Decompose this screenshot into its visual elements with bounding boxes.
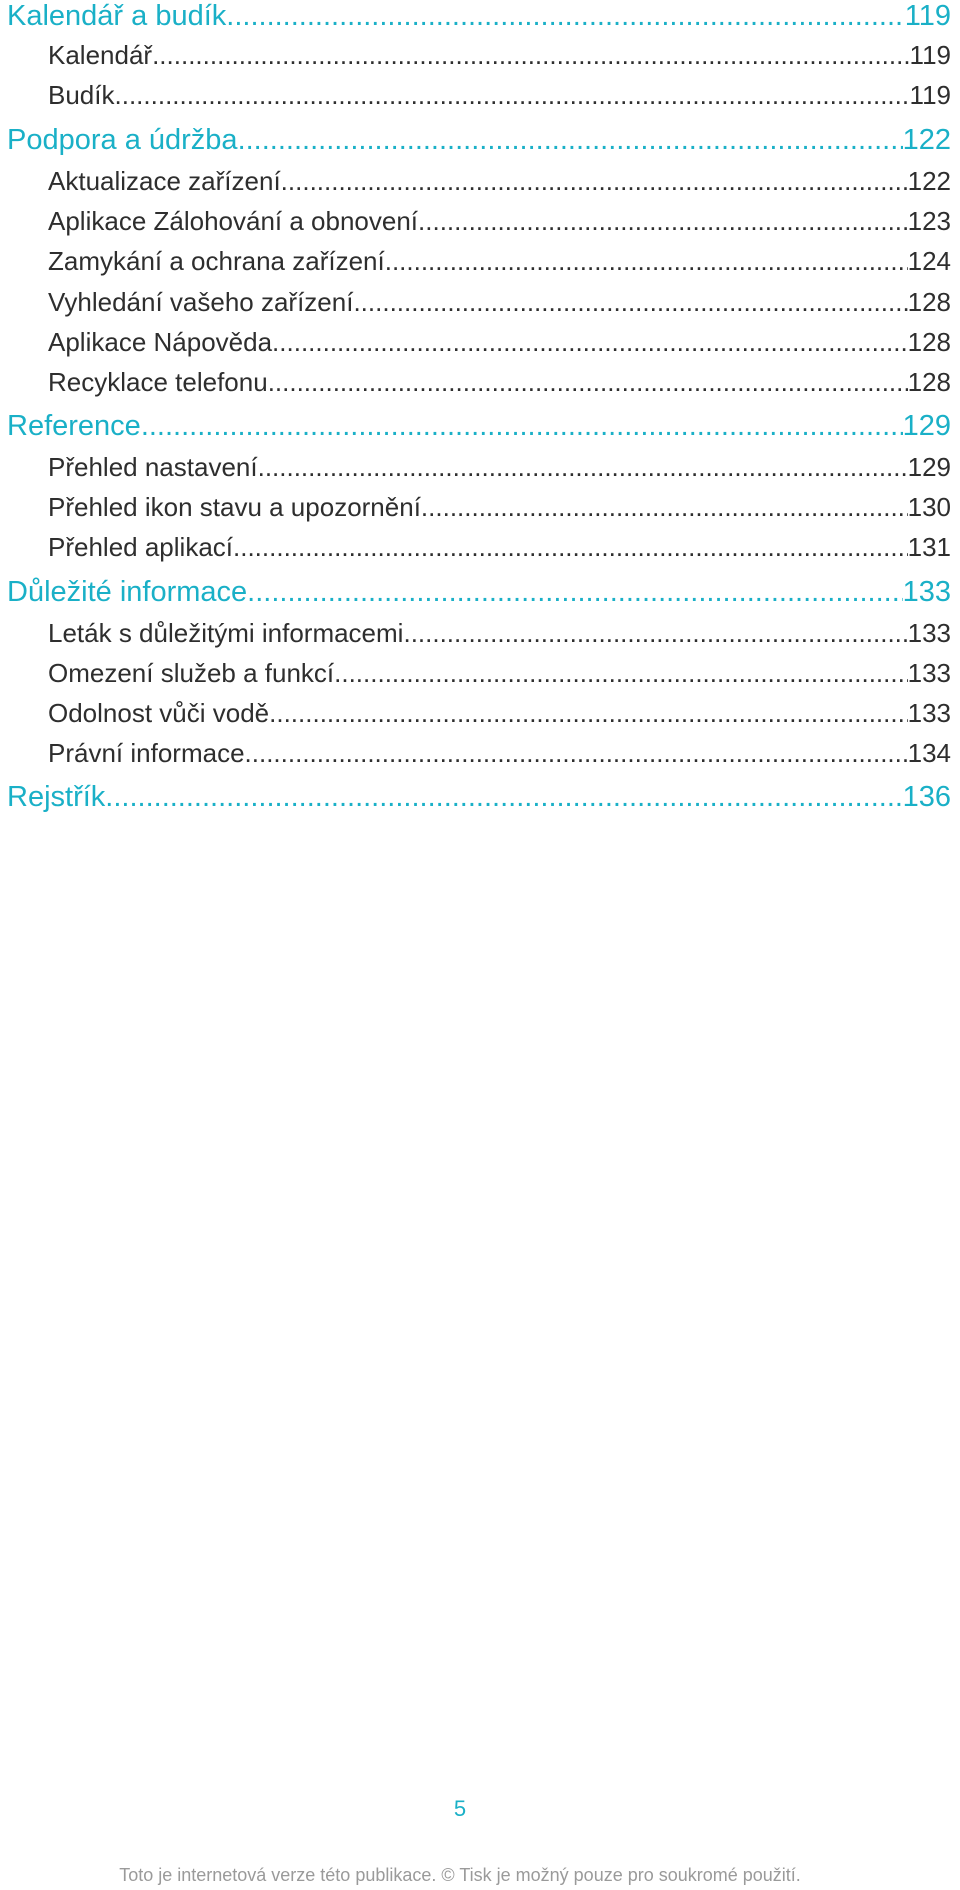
toc-entry[interactable] [7, 410, 951, 443]
toc-entry[interactable] [48, 287, 951, 318]
toc-entry-title: Omezení služeb a funkcí [48, 658, 335, 688]
toc-leader-dots [105, 781, 902, 814]
toc-leader-dots [353, 287, 907, 318]
toc-entry[interactable] [48, 532, 951, 563]
toc-entry[interactable] [7, 124, 951, 157]
toc-entry-title: Reference [7, 410, 141, 442]
toc-entry-page: 133 [902, 576, 951, 608]
toc-entry[interactable] [48, 492, 951, 523]
toc-entry-page: 128 [907, 367, 951, 397]
toc-entry-title: Aktualizace zařízení [48, 166, 281, 196]
toc-leader-dots [281, 166, 908, 197]
toc-entry-title: Odolnost vůči vodě [48, 698, 270, 728]
toc-entry-page: 133 [907, 658, 951, 688]
toc-entry[interactable] [48, 367, 951, 398]
toc-entry-page: 122 [902, 124, 951, 156]
toc-entry-page: 119 [909, 80, 951, 110]
toc-entry-page: 131 [907, 532, 951, 562]
toc-entry[interactable] [48, 452, 951, 483]
toc-leader-dots [418, 206, 908, 237]
toc-leader-dots [226, 0, 904, 33]
toc-leader-dots [272, 327, 908, 358]
toc-entry-page: 128 [907, 327, 951, 357]
toc-entry-title: Přehled aplikací [48, 532, 233, 562]
toc-entry-page: 136 [902, 781, 951, 813]
toc-leader-dots [421, 492, 908, 523]
toc-entry-page: 133 [907, 618, 951, 648]
toc-leader-dots [238, 124, 903, 157]
toc-leader-dots [269, 698, 907, 729]
toc-entry-title: Budík [48, 80, 115, 110]
toc-leader-dots [152, 40, 909, 71]
toc-entry[interactable] [48, 698, 951, 729]
toc-entry-title: Vyhledání vašeho zařízení [48, 287, 354, 317]
toc-leader-dots [403, 618, 907, 649]
toc-entry-page: 128 [907, 287, 951, 317]
toc-entry-page: 122 [907, 166, 951, 196]
toc-leader-dots [115, 80, 910, 111]
toc-entry-title: Přehled ikon stavu a upozornění [48, 492, 421, 522]
toc-entry[interactable] [48, 40, 951, 71]
toc-entry-title: Zamykání a ochrana zařízení [48, 246, 385, 276]
toc-entry-title: Právní informace [48, 738, 245, 768]
toc-leader-dots [268, 367, 908, 398]
toc-entry[interactable] [48, 166, 951, 197]
toc-entry[interactable] [48, 738, 951, 769]
toc-entry[interactable] [48, 658, 951, 689]
toc-entry[interactable] [48, 327, 951, 358]
page-number: 5 [453, 1796, 467, 1821]
toc-entry-title: Přehled nastavení [48, 452, 258, 482]
toc-entry-title: Aplikace Nápověda [48, 327, 273, 357]
toc-entry[interactable] [7, 576, 951, 609]
toc-entry-title: Recyklace telefonu [48, 367, 268, 397]
toc-entry-page: 119 [909, 40, 951, 70]
toc-entry[interactable] [48, 206, 951, 237]
toc-entry-page: 130 [907, 492, 951, 522]
toc-entry-title: Podpora a údržba [7, 124, 238, 156]
toc-leader-dots [258, 452, 908, 483]
toc-leader-dots [233, 532, 908, 563]
toc-leader-dots [385, 246, 908, 277]
toc-entry-title: Kalendář [48, 40, 153, 70]
toc-entry-title: Aplikace Zálohování a obnovení [48, 206, 419, 236]
toc-entry-page: 133 [907, 698, 951, 728]
toc-entry[interactable] [48, 246, 951, 277]
toc-entry[interactable] [48, 80, 951, 111]
toc-leader-dots [141, 410, 903, 443]
toc-entry-title: Rejstřík [7, 781, 106, 813]
toc-entry-page: 129 [902, 410, 951, 442]
toc-entry-title: Důležité informace [7, 576, 248, 608]
toc-entry-page: 123 [907, 206, 951, 236]
toc-entry-page: 124 [907, 246, 951, 276]
toc-entry[interactable] [7, 0, 951, 33]
toc-entry[interactable] [48, 618, 951, 649]
toc-entry-title: Leták s důležitými informacemi [48, 618, 404, 648]
toc-leader-dots [247, 576, 902, 609]
toc-entry-page: 129 [907, 452, 951, 482]
toc-entry-page: 134 [907, 738, 951, 768]
footer-note: Toto je internetová verze této publikace. © Tisk je možný pouze pro soukromé použití. [119, 1865, 801, 1885]
toc-entry[interactable] [7, 781, 951, 814]
toc-entry-page: 119 [904, 0, 951, 32]
toc-entry-title: Kalendář a budík [7, 0, 227, 32]
toc-leader-dots [245, 738, 908, 769]
toc-leader-dots [334, 658, 907, 689]
